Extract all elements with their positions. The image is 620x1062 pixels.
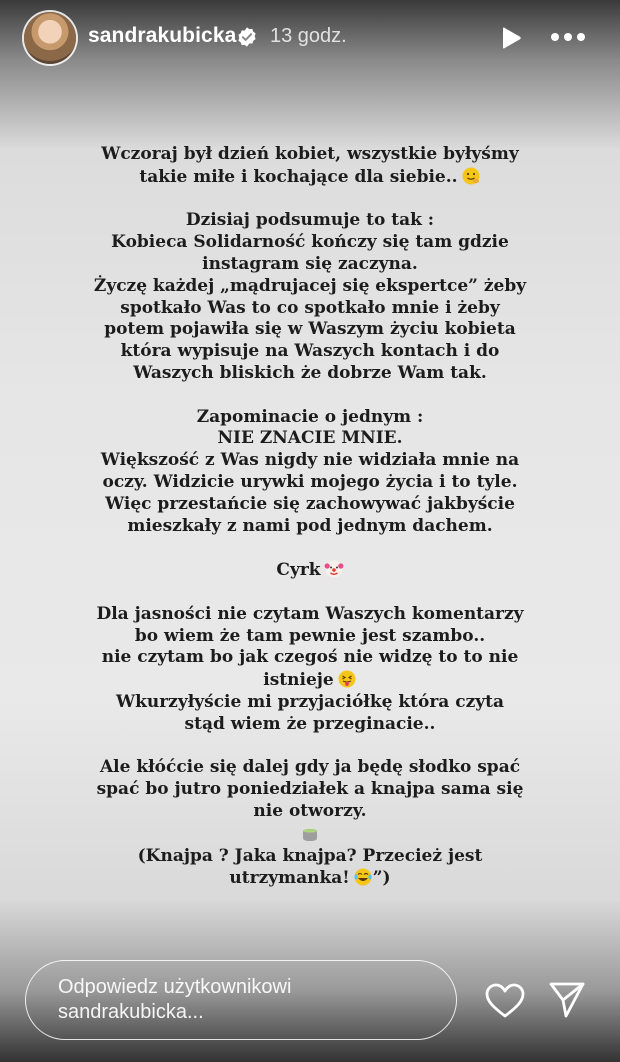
story-header bbox=[0, 0, 620, 80]
verified-badge-icon bbox=[236, 26, 258, 48]
hugging-face-emoji bbox=[461, 166, 481, 186]
paragraph-1: Wczoraj był dzień kobiet, wszystkie byłyśmy takie miłe i kochające dla siebie.. bbox=[101, 144, 519, 187]
paragraph-5: Dla jasności nie czytam Waszych komentarzy bo wiem że tam pewnie jest szambo.. nie czytam bo jak czegoś nie widzę to to nie istnieje Wkurzyłyście mi przyjaciółkę która czyta stąd wiem że przeginacie.. bbox=[96, 603, 524, 734]
play-icon[interactable] bbox=[498, 25, 524, 51]
paragraph-4: Cyrk bbox=[60, 559, 560, 582]
avatar[interactable] bbox=[24, 12, 76, 64]
tongue-out-emoji bbox=[337, 669, 357, 689]
more-options-icon[interactable] bbox=[550, 30, 586, 44]
clown-face-emoji bbox=[324, 559, 344, 579]
post-time: 13 godz. bbox=[270, 25, 347, 47]
heart-icon[interactable] bbox=[485, 983, 525, 1019]
username[interactable]: sandrakubicka bbox=[88, 24, 237, 47]
send-icon[interactable] bbox=[548, 980, 586, 1020]
reply-placeholder: Odpowiedz użytkownikowi sandrakubicka... bbox=[58, 976, 292, 1023]
paragraph-3: Zapominacie o jednym : NIE ZNACIE MNIE. Większość z Was nigdy nie widziała mnie na oczy. Widzicie urywki mojego życia i to tyle. Więc przestańcie się zachowywać jakbyście mieszkały z nami pod jednym dachem. bbox=[100, 406, 520, 536]
paragraph-2: Dzisiaj podsumuje to tak : Kobieca Solidarność kończy się tam gdzie instagram się zaczyna. Życzę każdej „mądrujacej się ekspertce” żeby spotkało Was to co spotkało mnie i żeby potem pojawiła się w Waszym życiu kobieta która wypisuje na Waszych kontach i do Waszych bliskich że dobrze Wam tak. bbox=[93, 210, 527, 383]
cooking-pot-emoji bbox=[300, 823, 320, 843]
story-text bbox=[60, 144, 560, 890]
reply-input[interactable] bbox=[25, 960, 457, 1040]
laughing-tears-emoji bbox=[353, 867, 373, 887]
paragraph-6: Ale kłóćcie się dalej gdy ja będę słodko spać spać bo jutro poniedziałek a knajpa sama się nie otworzy. (Knajpa ? Jaka knajpa? Przecież jest utrzymanka! ”) bbox=[96, 757, 524, 889]
